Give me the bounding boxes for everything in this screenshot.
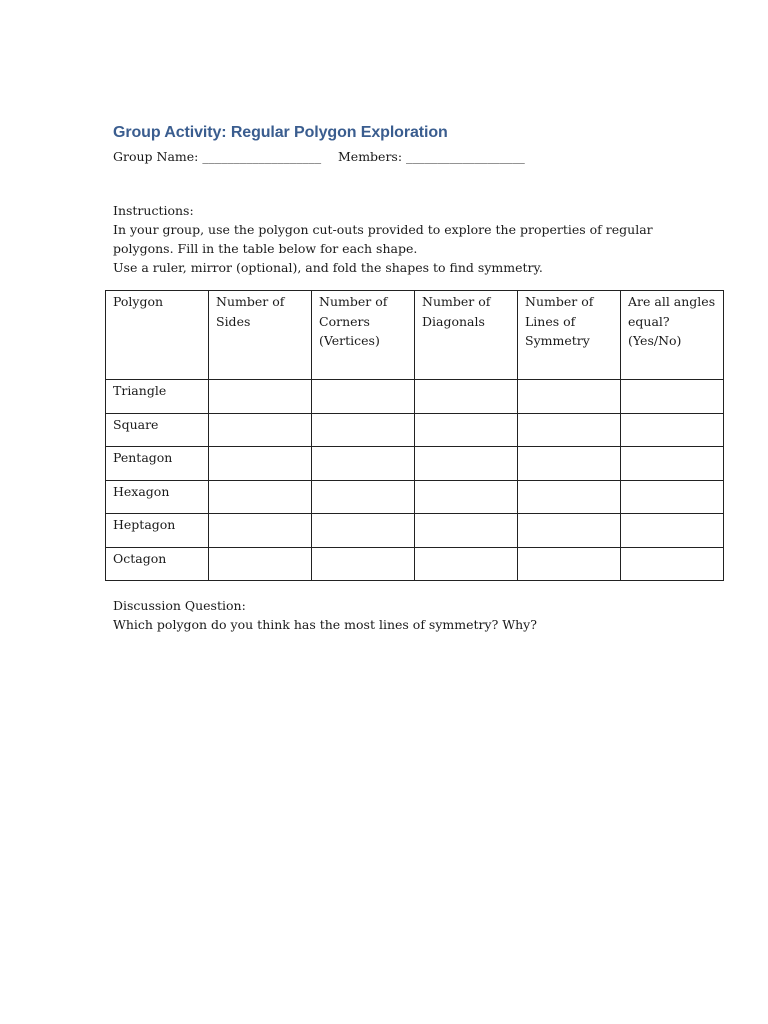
answer-cell[interactable] (621, 480, 724, 514)
polygon-name-cell: Heptagon (106, 514, 209, 548)
answer-cell[interactable] (518, 380, 621, 414)
table-row (106, 514, 724, 548)
discussion-heading: Discussion Question: (113, 598, 246, 613)
table-row (106, 380, 724, 414)
answer-cell[interactable] (415, 413, 518, 447)
answer-cell[interactable] (518, 547, 621, 581)
answer-cell[interactable] (209, 480, 312, 514)
answer-cell[interactable] (209, 547, 312, 581)
instructions-section (113, 201, 653, 277)
answer-cell[interactable] (312, 380, 415, 414)
polygon-name-cell: Hexagon (106, 480, 209, 514)
answer-cell[interactable] (621, 514, 724, 548)
answer-cell[interactable] (312, 547, 415, 581)
polygon-name-cell: Octagon (106, 547, 209, 581)
group-info-row (113, 149, 525, 164)
answer-cell[interactable] (209, 380, 312, 414)
table-header-row (106, 291, 724, 380)
answer-cell[interactable] (621, 547, 724, 581)
answer-cell[interactable] (518, 447, 621, 481)
answer-cell[interactable] (312, 480, 415, 514)
column-header-angles: Are all angles equal? (Yes/No) (621, 291, 724, 380)
answer-cell[interactable] (621, 413, 724, 447)
answer-cell[interactable] (415, 480, 518, 514)
polygon-name-cell: Square (106, 413, 209, 447)
answer-cell[interactable] (209, 447, 312, 481)
polygon-name-cell: Pentagon (106, 447, 209, 481)
polygon-table (105, 290, 724, 581)
group-name-field[interactable]: Group Name: ___________________ (113, 149, 322, 164)
answer-cell[interactable] (415, 547, 518, 581)
column-header-polygon: Polygon (106, 291, 209, 380)
answer-cell[interactable] (518, 514, 621, 548)
table-row (106, 480, 724, 514)
answer-cell[interactable] (209, 413, 312, 447)
instructions-line: Use a ruler, mirror (optional), and fold the shapes to find symmetry. (113, 260, 543, 275)
column-header-diagonals: Number of Diagonals (415, 291, 518, 380)
instructions-heading: Instructions: (113, 203, 194, 218)
answer-cell[interactable] (209, 514, 312, 548)
answer-cell[interactable] (312, 447, 415, 481)
column-header-corners: Number of Corners (Vertices) (312, 291, 415, 380)
answer-cell[interactable] (621, 380, 724, 414)
answer-cell[interactable] (415, 447, 518, 481)
discussion-question: Which polygon do you think has the most lines of symmetry? Why? (113, 617, 537, 632)
answer-cell[interactable] (312, 514, 415, 548)
answer-cell[interactable] (518, 413, 621, 447)
answer-cell[interactable] (312, 413, 415, 447)
instructions-line: polygons. Fill in the table below for each shape. (113, 241, 418, 256)
table-row (106, 413, 724, 447)
table-row (106, 447, 724, 481)
page-title: Group Activity: Regular Polygon Exploration (113, 124, 448, 141)
polygon-name-cell: Triangle (106, 380, 209, 414)
members-field[interactable]: Members: ___________________ (338, 149, 525, 164)
answer-cell[interactable] (518, 480, 621, 514)
table-row (106, 547, 724, 581)
discussion-section (113, 596, 537, 634)
answer-cell[interactable] (415, 514, 518, 548)
column-header-symmetry: Number of Lines of Symmetry (518, 291, 621, 380)
column-header-sides: Number of Sides (209, 291, 312, 380)
answer-cell[interactable] (415, 380, 518, 414)
answer-cell[interactable] (621, 447, 724, 481)
instructions-line: In your group, use the polygon cut-outs provided to explore the properties of regular (113, 222, 653, 237)
